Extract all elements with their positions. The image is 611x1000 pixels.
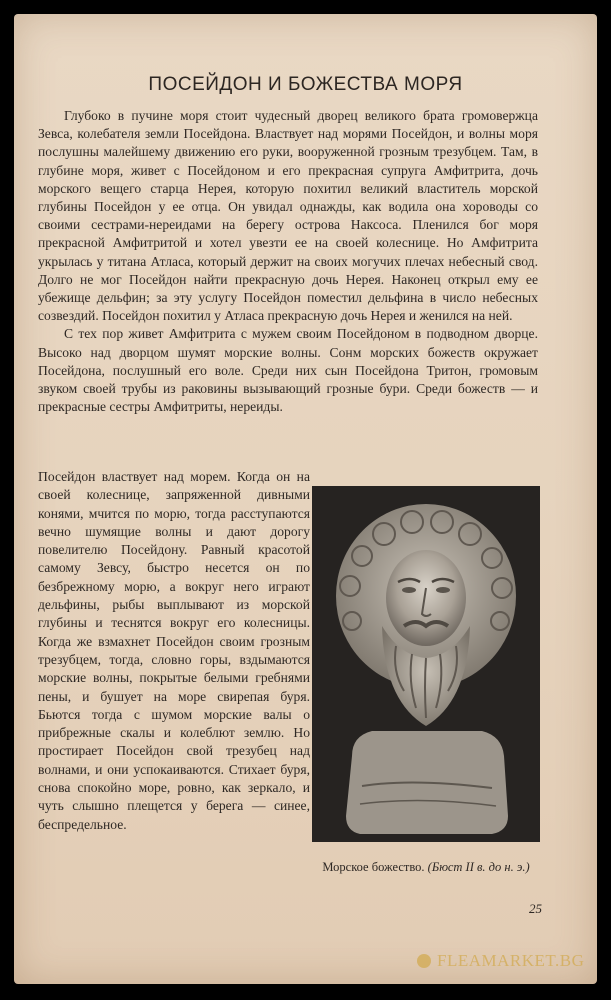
- watermark: [417, 950, 597, 972]
- bust-illustration: [312, 486, 540, 842]
- paragraph-1: Глубоко в пучине моря стоит чудесный дворец великого брата громовержца Зевса, колебателя земли Посейдона. Властвует над морями Посейдон, и волны моря послушны малейшему движению его руки, вооруженной грозным трезубцем. Там, в глубине моря, живет с Посейдоном и его прекрасная супруга Амфитрита, дочь морского вещего старца Нерея, которую похитил великий властитель морской глубины Посейдон у ее отца. Он увидал однажды, как водила она хороводы со своими сестрами-нереидами на берегу острова Наксоса. Пленился бог моря прекрасной Амфитритой и хотел увезти ее на своей колеснице. Но Амфитрита укрылась у титана Атласа, который держит на своих могучих плечах небесный свод. Долго не мог Посейдон найти прекрасную дочь Нерея. Наконец открыл ему ее убежище дельфин; за эту услугу Посейдон поместил дельфина в число небесных созвездий. Посейдон похитил у Атласа прекрасную дочь Нерея и женился на ней.: [38, 108, 538, 324]
- paragraph-2: С тех пор живет Амфитрита с мужем своим Посейдоном в подводном дворце. Высоко над дворцом шумят морские волны. Сонм морских божеств окружает Посейдона, послушный его воле. Среди них сын Посейдона Тритон, громовым звуком своей трубы из раковины вызывающий грозные бури. Среди божеств — и прекрасные сестры Амфитриты, нереиды.: [38, 326, 538, 415]
- book-page: [14, 14, 597, 984]
- caption-title: Морское божество.: [322, 860, 425, 874]
- figure-caption: [312, 859, 540, 875]
- page-number: 25: [529, 901, 542, 916]
- caption-date: (Бюст II в. до н. э.): [427, 860, 530, 874]
- watermark-text: FLEAMARKET.BG: [437, 951, 585, 970]
- main-text: [38, 107, 538, 416]
- page-title: ПОСЕЙДОН И БОЖЕСТВА МОРЯ: [148, 74, 463, 95]
- fleamarket-logo-icon: [417, 954, 431, 968]
- column-text: Посейдон властвует над морем. Когда он на своей колеснице, запряженной дивными конями, мчится по морю, тогда расступаются вечно шумящие волны и дают дорогу повелителю Посейдону. Равный красотой самому Зевсу, быстро несется он по безбрежному морю, а вокруг него играют дельфины, рыбы выплывают из морской глубины и теснятся вокруг его колесницы. Когда же взмахнет Посейдон своим грозным трезубцем, тогда, словно горы, вздымаются морские волны, покрытые белыми гребнями пены, и бушует на море свирепая буря. Бьются тогда с шумом морские валы о прибрежные скалы и колеблют землю. Но простирает Посейдон свой трезубец над волнами, и они успокаиваются. Стихает буря, снова спокойно море, ровно, как зеркало, и чуть слышно плещется у берега — синее, беспредельное.: [38, 469, 310, 832]
- bust-image: [312, 486, 540, 842]
